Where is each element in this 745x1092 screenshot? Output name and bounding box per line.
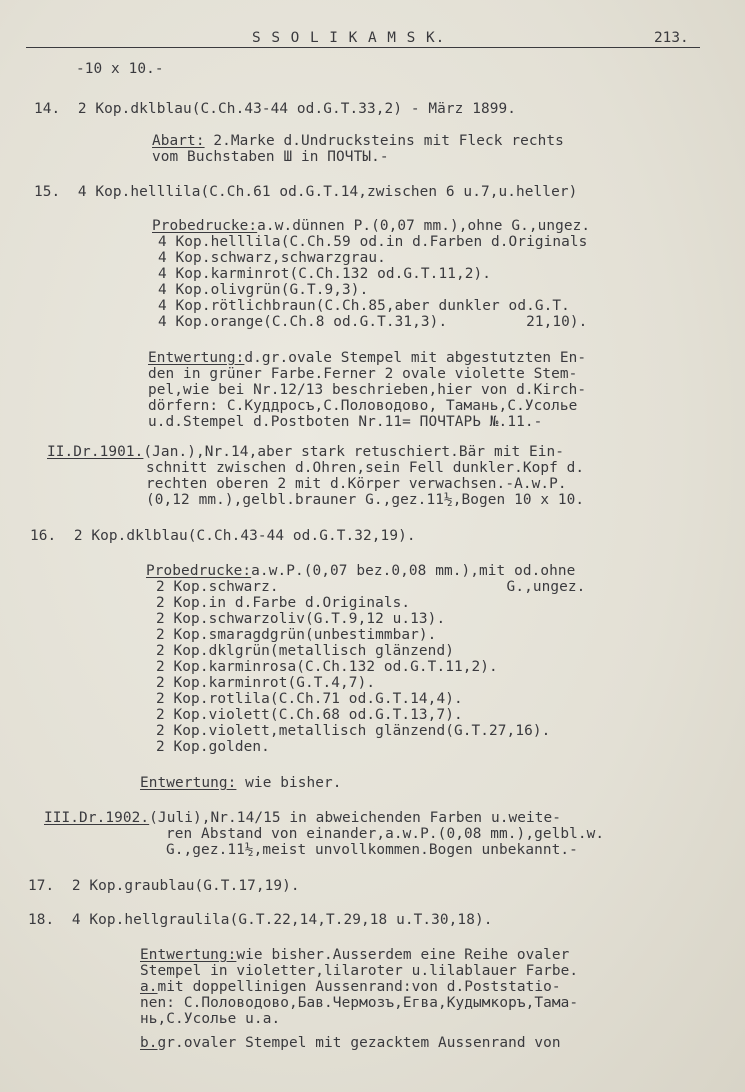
text-run: mit doppellinigen Aussenrand:von d.Poststatio- xyxy=(157,979,561,995)
text-run: u.d.Stempel d.Postboten Nr.11= ПОЧТАРЬ №.11.- xyxy=(148,414,543,430)
text-run: schnitt zwischen d.Ohren,sein Fell dunkler.Kopf d. xyxy=(146,460,585,476)
text-line-l17 xyxy=(148,414,542,430)
text-run: 4 Kop.rötlichbraun(C.Ch.85,aber dunkler od.G.T. xyxy=(158,298,570,314)
text-line-l21 xyxy=(146,492,584,508)
text-line-l18 xyxy=(47,444,564,460)
text-run: dörfern: С.Куддросъ,С.Половодово, Тамань,С.Усолье xyxy=(148,398,578,414)
text-run: gr.ovaler Stempel mit gezacktem Aussenrand von xyxy=(157,1035,561,1051)
text-line-l13 xyxy=(148,350,586,366)
text-run: rechten oberen 2 mit d.Körper verwachsen.-A.w.P. xyxy=(146,476,567,492)
text-run: (Juli),Nr.14/15 in abweichenden Farben u.weite- xyxy=(149,810,562,826)
text-line-l36 xyxy=(44,810,561,826)
underlined-label: Entwertung: xyxy=(140,775,237,791)
text-run: 2 Kop.schwarzoliv(G.T.9,12 u.13). xyxy=(156,611,446,627)
text-run: 4 Kop.helllila(C.Ch.59 od.in d.Farben d.Originals xyxy=(158,234,588,250)
underlined-label: Entwertung: xyxy=(148,350,245,366)
text-run: 4 Kop.karminrot(C.Ch.132 od.G.T.11,2). xyxy=(158,266,492,282)
text-line-l16 xyxy=(148,398,577,414)
text-run: ren Abstand von einander,a.w.P.(0,08 mm.),gelbl.w. xyxy=(166,826,605,842)
text-run: d.gr.ovale Stempel mit abgestutzten En- xyxy=(244,350,587,366)
text-line-l10 xyxy=(158,282,368,298)
text-line-l40 xyxy=(28,912,493,928)
text-run: nen: С.Половодово,Бав.Чермозъ,Егва,Кудымкоръ,Тама- xyxy=(140,995,579,1011)
text-run: 17. 2 Kop.graublau(G.T.17,19). xyxy=(28,878,300,894)
text-run: 18. 4 Kop.hellgraulila(G.T.22,14,T.29,18 u.T.30,18). xyxy=(28,912,493,928)
text-run: 4 Kop.olivgrün(G.T.9,3). xyxy=(158,282,369,298)
text-run: (0,12 mm.),gelbl.brauner G.,gez.11½,Bogen 10 x 10. xyxy=(146,492,585,508)
text-line-l44 xyxy=(140,995,578,1011)
underlined-label: b. xyxy=(140,1035,158,1051)
text-line-l32 xyxy=(156,707,463,723)
text-line-l23 xyxy=(146,563,575,579)
text-run: G.,gez.11½,meist unvollkommen.Bogen unbekannt.- xyxy=(166,842,578,858)
text-run: 2 Kop.violett,metallisch glänzend(G.T.27,16). xyxy=(156,723,551,739)
underlined-label: Abart: xyxy=(152,133,205,149)
text-run: 2 Kop.smaragdgrün(unbestimmbar). xyxy=(156,627,437,643)
text-line-l12 xyxy=(158,314,587,330)
underlined-label: III.Dr.1902. xyxy=(44,810,150,826)
text-line-l28 xyxy=(156,643,454,659)
text-line-l02 xyxy=(34,101,516,117)
text-line-l39 xyxy=(28,878,300,894)
text-run: 2.Marke d.Undrucksteins mit Fleck rechts xyxy=(204,133,564,149)
text-line-l45 xyxy=(140,1011,280,1027)
text-run: -10 x 10.- xyxy=(76,61,164,77)
underlined-label: Probedrucke: xyxy=(152,218,258,234)
text-line-l24 xyxy=(156,579,585,595)
text-run: wie bisher. xyxy=(236,775,342,791)
text-line-l04 xyxy=(152,149,389,165)
text-run: 2 Kop.schwarz. G.,ungez. xyxy=(156,579,586,595)
text-run: 4 Kop.schwarz,schwarzgrau. xyxy=(158,250,386,266)
text-line-l42 xyxy=(140,963,578,979)
text-line-l06 xyxy=(152,218,590,234)
text-run: 2 Kop.karminrot(G.T.4,7). xyxy=(156,675,376,691)
header-rule xyxy=(26,47,700,48)
text-line-l43 xyxy=(140,979,561,995)
text-line-l34 xyxy=(156,739,270,755)
text-run: wie bisher.Ausserdem eine Reihe ovaler xyxy=(236,947,570,963)
text-run: 2 Kop.rotlila(C.Ch.71 od.G.T.14,4). xyxy=(156,691,463,707)
text-line-l31 xyxy=(156,691,463,707)
underlined-label: Entwertung: xyxy=(140,947,237,963)
text-run: 16. 2 Kop.dklblau(C.Ch.43-44 od.G.T.32,19). xyxy=(30,528,416,544)
running-title: S S O L I K A M S K. xyxy=(252,30,446,46)
text-line-l29 xyxy=(156,659,498,675)
text-line-l09 xyxy=(158,266,491,282)
text-line-l26 xyxy=(156,611,445,627)
text-line-l27 xyxy=(156,627,436,643)
text-line-l20 xyxy=(146,476,567,492)
text-line-l46 xyxy=(140,1035,561,1051)
text-run: Stempel in violetter,lilaroter u.lilablauer Farbe. xyxy=(140,963,579,979)
text-line-l41 xyxy=(140,947,569,963)
text-line-l15 xyxy=(148,382,586,398)
underlined-label: Probedrucke: xyxy=(146,563,252,579)
text-run: (Jan.),Nr.14,aber stark retuschiert.Bär mit Ein- xyxy=(143,444,565,460)
text-run: 2 Kop.karminrosa(C.Ch.132 od.G.T.11,2). xyxy=(156,659,498,675)
underlined-label: II.Dr.1901. xyxy=(47,444,144,460)
text-run: a.w.P.(0,07 bez.0,08 mm.),mit od.ohne xyxy=(251,563,576,579)
text-line-l14 xyxy=(148,366,577,382)
text-line-l37 xyxy=(166,826,604,842)
text-line-l30 xyxy=(156,675,375,691)
text-run: 2 Kop.in d.Farbe d.Originals. xyxy=(156,595,411,611)
text-run: 15. 4 Kop.helllila(C.Ch.61 od.G.T.14,zwischen 6 u.7,u.heller) xyxy=(34,184,578,200)
text-run: vom Buchstaben Ш in ПОЧТЫ.- xyxy=(152,149,389,165)
underlined-label: a. xyxy=(140,979,158,995)
text-line-l25 xyxy=(156,595,410,611)
text-line-l19 xyxy=(146,460,584,476)
text-line-l38 xyxy=(166,842,578,858)
text-line-l05 xyxy=(34,184,577,200)
text-line-l07 xyxy=(158,234,587,250)
text-run: a.w.dünnen P.(0,07 mm.),ohne G.,ungez. xyxy=(257,218,591,234)
text-run: 2 Kop.dklgrün(metallisch glänzend) xyxy=(156,643,454,659)
page-number: 213. xyxy=(654,30,689,46)
text-line-l33 xyxy=(156,723,550,739)
text-run: нь,С.Усолье u.a. xyxy=(140,1011,281,1027)
text-line-l03 xyxy=(152,133,564,149)
text-line-l11 xyxy=(158,298,570,314)
text-run: pel,wie bei Nr.12/13 beschrieben,hier von d.Kirch- xyxy=(148,382,587,398)
text-run: 2 Kop.violett(C.Ch.68 od.G.T.13,7). xyxy=(156,707,463,723)
text-run: 14. 2 Kop.dklblau(C.Ch.43-44 od.G.T.33,2) - März 1899. xyxy=(34,101,517,117)
text-run: den in grüner Farbe.Ferner 2 ovale violette Stem- xyxy=(148,366,578,382)
text-line-l08 xyxy=(158,250,386,266)
text-run: 2 Kop.golden. xyxy=(156,739,270,755)
text-run: 4 Kop.orange(C.Ch.8 od.G.T.31,3). 21,10). xyxy=(158,314,588,330)
text-line-l01 xyxy=(76,61,164,77)
text-line-l22 xyxy=(30,528,416,544)
text-line-l35 xyxy=(140,775,342,791)
